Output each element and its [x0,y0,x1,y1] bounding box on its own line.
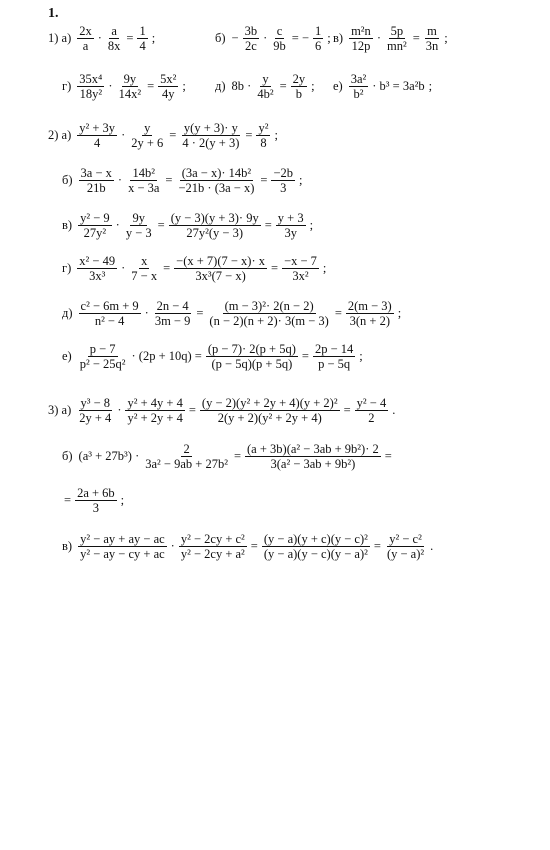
numerator: y² − 4 [356,396,387,410]
denominator: 2y + 6 [131,136,164,150]
operator: (a³ + 27b³) · [78,449,140,463]
numerator: y² − c² [389,532,422,546]
fraction [385,532,426,561]
fraction [313,24,323,53]
fraction [75,486,117,515]
denominator: mn² [386,39,407,53]
operator: = [412,31,420,45]
operator: = [271,261,279,275]
denominator: 3x³ [89,269,106,283]
denominator: b [295,87,303,101]
operator: · (2p + 10q) = [131,349,202,363]
fraction [117,72,144,101]
denominator: 4y [162,87,175,101]
fraction [180,121,241,150]
fraction [78,532,167,561]
operator: = [279,79,287,93]
fraction [282,254,319,283]
denominator: 2(y + 2)(y² + 2y + 4) [217,411,322,425]
denominator: 27y²(y − 3) [186,226,244,240]
fraction [346,299,394,328]
denominator: 2y + 4 [79,411,112,425]
equation-line [62,211,313,240]
numerator: 2p − 14 [314,342,354,356]
numerator: (a + 3b)(a² − 3ab + 9b²)· 2 [247,442,379,456]
denominator: 4 · 2(y + 3) [182,136,240,150]
denominator: 3y [284,226,297,240]
equation-line [62,166,302,195]
punctuation: ; [327,31,331,45]
numerator: y [262,72,269,86]
denominator: 3 [92,501,99,515]
numerator: y [144,121,151,135]
fraction [77,254,117,283]
operator: = [343,403,351,417]
punctuation: ; [299,173,303,187]
numerator: y³ − 8 [80,396,111,410]
fraction [129,121,165,150]
denominator: 8 [260,136,267,150]
operator: · [117,403,122,417]
denominator: (y − a)² [386,547,425,561]
denominator: 27y² [83,226,107,240]
operator: = [264,218,272,232]
punctuation: ; [151,31,156,45]
numerator: y(y + 3)· y [183,121,238,135]
fraction [124,211,154,240]
denominator: y² − 2cy + a² [180,547,245,561]
operator: · [115,218,120,232]
fraction [276,211,306,240]
denominator: y² + 2y + 4 [127,411,183,425]
denominator: 3a² − 9ab + 27b² [145,457,228,471]
operator: = [64,493,72,507]
denominator: p − 5q [318,357,351,371]
fraction [349,72,369,101]
item-label: д) [62,306,73,320]
numerator: 1 [315,24,322,38]
equation-line [62,486,124,515]
denominator: 9b [273,39,286,53]
operator: · [376,31,381,45]
operator: = [233,449,242,463]
fraction [176,166,256,195]
punctuation: . [392,403,396,417]
fraction [143,442,230,471]
operator: · [97,31,102,45]
item-label: г) [62,79,72,93]
denominator: (y − a)(y − c)(y − a)² [263,547,368,561]
numerator: y + 3 [277,211,304,225]
numerator: p − 7 [89,342,116,356]
operator: = [250,539,258,553]
equation-line [48,121,278,150]
item-label: б) [62,173,73,187]
numerator: a [111,24,117,38]
operator: · [170,539,175,553]
operator: · [263,31,268,45]
fraction [129,254,159,283]
denominator: 3(n + 2) [349,314,390,328]
denominator: 2c [244,39,257,53]
operator: = [163,261,171,275]
equation-line [333,72,432,101]
operator: = [334,306,342,320]
fraction [77,396,113,425]
operator: = [169,128,177,142]
numerator: 5x² [160,72,177,86]
operator: = [157,218,165,232]
denominator: 8x [107,39,121,53]
numerator: 3b [244,24,258,38]
item-label: е) [333,79,343,93]
fraction [349,24,373,53]
denominator: 14x² [118,87,142,101]
numerator: 2a + 6b [77,486,115,500]
fraction [245,442,381,471]
operator: = − [291,31,309,45]
numerator: −x − 7 [284,254,317,268]
numerator: 3a − x [80,166,112,180]
denominator: 3m − 9 [154,314,191,328]
numerator: 2x [79,24,92,38]
numerator: 9y [132,211,145,225]
numerator: (m − 3)²· 2(n − 2) [224,299,314,313]
denominator: p² − 25q² [79,357,126,371]
numerator: 14b² [132,166,155,180]
operator: = [126,31,134,45]
item-label: в) [62,218,73,232]
numerator: (p − 7)· 2(p + 5q) [207,342,296,356]
numerator: 1 [139,24,146,38]
fraction [77,121,117,150]
numerator: 35x⁴ [79,72,103,86]
punctuation: ; [309,218,314,232]
operator: = [165,173,173,187]
fraction [200,396,340,425]
operator: = [384,449,392,463]
numerator: 2y [292,72,306,86]
punctuation: ; [311,79,315,93]
fraction [78,342,128,371]
denominator: 18y² [79,87,103,101]
numerator: y² − 2cy + c² [180,532,245,546]
numerator: y² [258,121,269,135]
item-label: б) [215,31,226,45]
equation-line [333,24,448,53]
item-label: 3) а) [48,403,72,417]
fraction [424,24,441,53]
numerator: 2 [183,442,190,456]
punctuation: ; [120,493,125,507]
numerator: 9y [123,72,137,86]
numerator: 5p [390,24,404,38]
item-label: в) [62,539,73,553]
denominator: 3n [425,39,439,53]
numerator: y² + 3y [79,121,116,135]
operator: − [231,31,239,45]
fraction [106,24,123,53]
numerator: (y − a)(y + c)(y − c)² [263,532,368,546]
numerator: −(x + 7)(7 − x)· x [176,254,265,268]
fraction [355,396,389,425]
denominator: −21b · (3a − x) [178,181,255,195]
numerator: −2b [273,166,293,180]
fraction [158,72,178,101]
denominator: y − 3 [125,226,152,240]
numerator: (y − 3)(y + 3)· 9y [170,211,259,225]
operator: = [301,349,309,363]
fraction [385,24,409,53]
item-label: д) [215,79,226,93]
fraction [256,121,270,150]
numerator: y² + 4y + 4 [127,396,183,410]
numerator: 2(m − 3) [347,299,392,313]
denominator: y² − ay − cy + ac [80,547,165,561]
punctuation: ; [359,349,363,363]
fraction [169,211,261,240]
fraction [271,24,288,53]
fraction [77,72,104,101]
numerator: y² − ay + ay − ac [80,532,165,546]
fraction [243,24,260,53]
fraction [271,166,295,195]
denominator: 12p [351,39,371,53]
fraction [137,24,147,53]
numerator: 3a² [350,72,367,86]
denominator: a [82,39,89,53]
punctuation: . [430,539,434,553]
fraction [174,254,267,283]
fraction [125,396,184,425]
item-label: г) [62,261,72,275]
denominator: 3(a² − 3ab + 9b²) [270,457,356,471]
denominator: 4b² [257,87,274,101]
operator: = [196,306,204,320]
punctuation: ; [274,128,278,142]
denominator: x − 3a [128,181,160,195]
fraction [126,166,161,195]
numerator: x² − 49 [79,254,116,268]
denominator: 7 − x [131,269,158,283]
punctuation: ; [428,79,433,93]
numerator: (3a − x)· 14b² [181,166,252,180]
fraction [255,72,275,101]
operator: = [147,79,155,93]
denominator: 4 [94,136,101,150]
numerator: y² − 9 [80,211,110,225]
operator: · b³ = 3a²b [372,79,425,93]
equation-line [215,72,315,101]
operator: 8b · [231,79,252,93]
equation-line [48,24,155,53]
fraction [206,342,298,371]
numerator: (y − 2)(y² + 2y + 4)(y + 2)² [201,396,338,410]
denominator: 3x³(7 − x) [195,269,246,283]
operator: · [117,173,123,187]
numerator: m²n [351,24,371,38]
equation-line [62,254,326,283]
denominator: 3 [280,181,287,195]
fraction [313,342,355,371]
equation-line [62,442,394,471]
item-label: б) [62,449,73,463]
punctuation: ; [444,31,448,45]
denominator: (n − 2)(n + 2)· 3(m − 3) [209,314,329,328]
fraction [77,24,94,53]
numerator: m [427,24,437,38]
numerator: 2n − 4 [156,299,189,313]
operator: = [373,539,381,553]
item-label: 2) а) [48,128,72,142]
denominator: 6 [315,39,322,53]
equation-line [215,24,331,53]
fraction [79,299,141,328]
operator: · [121,128,126,142]
operator: · [121,261,126,275]
denominator: 2 [368,411,375,425]
item-label: в) [333,31,344,45]
punctuation: ; [182,79,186,93]
fraction [153,299,193,328]
operator: = [245,128,253,142]
fraction [207,299,330,328]
equation-line [62,72,186,101]
fraction [262,532,370,561]
equation-line [62,299,401,328]
punctuation: ; [397,306,402,320]
denominator: 4 [139,39,146,53]
denominator: b² [353,87,364,101]
fraction [79,166,114,195]
operator: · [144,306,149,320]
equation-line [48,396,395,425]
fraction [179,532,247,561]
operator: = [188,403,196,417]
equation-line [62,342,363,371]
punctuation: ; [322,261,327,275]
numerator: c [276,24,283,38]
numerator: c² − 6m + 9 [80,299,139,313]
operator: = [260,173,268,187]
task-number: 1. [48,6,59,21]
equation-line [62,532,433,561]
denominator: 3x² [292,269,309,283]
denominator: 21b [86,181,106,195]
numerator: x [141,254,148,268]
item-label: 1) а) [48,31,72,45]
denominator: (p − 5q)(p + 5q) [211,357,293,371]
fraction [78,211,112,240]
fraction [291,72,308,101]
denominator: n² − 4 [94,314,125,328]
operator: · [108,79,113,93]
item-label: е) [62,349,72,363]
